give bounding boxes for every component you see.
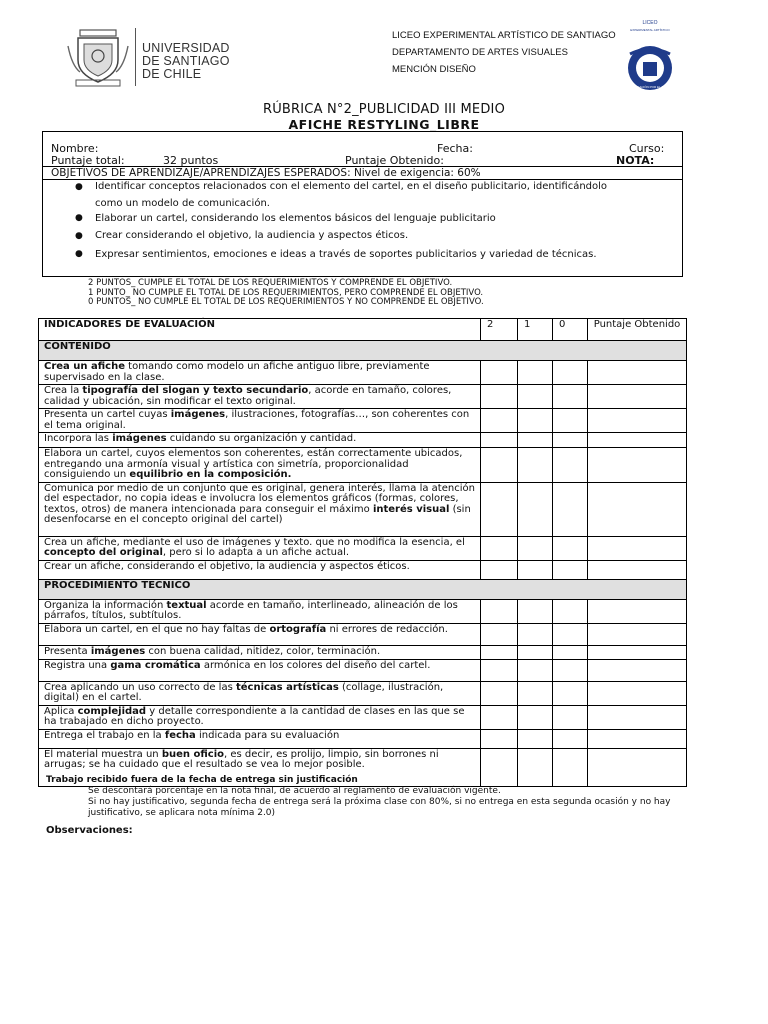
header-divider <box>135 28 136 86</box>
indicator-cell <box>39 645 481 659</box>
indicator-text: Incorpora las <box>44 433 113 444</box>
points-obtained-cell[interactable] <box>588 729 687 748</box>
score-2-cell[interactable] <box>481 681 518 705</box>
indicator-keyword: textual <box>166 599 207 611</box>
col-header-points: Puntaje Obtenido <box>588 319 687 341</box>
indicator-text: Elabora un cartel, cuyos elementos son coherentes, están correctamente ubicados, entregando una armonía visual y artística con simetría, proporcionalidad consiguiendo un <box>44 448 463 480</box>
score-2-cell[interactable] <box>481 748 518 786</box>
score-0-cell[interactable] <box>553 659 588 681</box>
points-obtained-cell[interactable] <box>588 536 687 560</box>
points-obtained-cell[interactable] <box>588 599 687 623</box>
rubric-subtitle: AFICHE RESTYLING_LIBRE <box>288 117 480 132</box>
score-0-cell[interactable] <box>553 409 588 433</box>
points-obtained-cell[interactable] <box>588 681 687 705</box>
indicator-keyword: fecha <box>164 729 196 741</box>
scale-item: 2 PUNTOS_ CUMPLE EL TOTAL DE LOS REQUERIMIENTOS Y COMPRENDE EL OBJETIVO. <box>88 278 453 288</box>
col-header-0: 0 <box>553 319 588 341</box>
score-2-cell[interactable] <box>481 659 518 681</box>
fecha-label: Fecha: <box>437 142 473 155</box>
indicator-keyword: gama cromática <box>110 659 201 671</box>
score-2-cell[interactable] <box>481 536 518 560</box>
points-obtained-cell[interactable] <box>588 482 687 536</box>
score-1-cell[interactable] <box>518 681 553 705</box>
score-2-cell[interactable] <box>481 623 518 645</box>
score-1-cell[interactable] <box>518 361 553 385</box>
section-row-procedimiento <box>39 579 687 599</box>
score-0-cell[interactable] <box>553 448 588 483</box>
scale-legend <box>88 279 484 308</box>
score-2-cell[interactable] <box>481 385 518 409</box>
bullet-icon: ● <box>75 213 83 223</box>
indicator-keyword: equilibrio en la composición. <box>129 469 292 480</box>
points-obtained-cell[interactable] <box>588 385 687 409</box>
score-1-cell[interactable] <box>518 599 553 623</box>
objective-item: Elaborar un cartel, considerando los elementos básicos del lenguaje publicitario <box>95 213 496 224</box>
nombre-label: Nombre: <box>51 142 99 155</box>
indicator-text: tomando como modelo un afiche antiguo libre, previamente supervisado en la clase. <box>44 361 430 383</box>
score-1-cell[interactable] <box>518 729 553 748</box>
score-0-cell[interactable] <box>553 482 588 536</box>
indicator-text: , es decir, es prolijo, limpio, sin borrones ni arrugas; se ha cuidado que el resultado se vea lo mejor posible. <box>44 748 439 770</box>
indicator-text: indicada para su evaluación <box>195 729 340 741</box>
university-line: DE SANTIAGO <box>142 54 230 68</box>
indicator-cell <box>39 623 481 645</box>
indicator-cell <box>39 448 481 483</box>
score-0-cell[interactable] <box>553 705 588 729</box>
university-line: UNIVERSIDAD <box>142 41 230 55</box>
indicator-cell <box>39 482 481 536</box>
indicator-keyword: ortografía <box>269 623 327 635</box>
indicator-text: El material muestra un <box>44 748 162 760</box>
indicator-text: Elabora un cartel, en el que no hay faltas de <box>44 623 270 635</box>
indicator-cell <box>39 560 481 579</box>
section-title: PROCEDIMIENTO TECNICO <box>39 579 687 599</box>
score-0-cell[interactable] <box>553 385 588 409</box>
points-obtained-cell[interactable] <box>588 659 687 681</box>
score-0-cell[interactable] <box>553 681 588 705</box>
score-1-cell[interactable] <box>518 385 553 409</box>
indicator-keyword: buen oficio <box>161 748 224 760</box>
indicator-cell <box>39 729 481 748</box>
indicator-text: Comunica por medio de un conjunto que es original, genera interés, llama la atención del espectador, no copia ideas e involucra los elementos gráficos (formas, colores, textos, otros) de manera intencionada para conseguir el máximo <box>44 482 475 515</box>
liceo-logo <box>610 18 684 92</box>
score-1-cell[interactable] <box>518 433 553 448</box>
university-line: DE CHILE <box>142 67 202 81</box>
nota-label: NOTA: <box>616 154 655 167</box>
section-title: CONTENIDO <box>39 341 687 361</box>
late-submission-line: Se descontará porcentaje en la nota final, de acuerdo al reglamento de evaluación vigente. <box>88 786 501 796</box>
points-obtained-cell[interactable] <box>588 705 687 729</box>
indicator-keyword: Crea un afiche <box>44 361 125 372</box>
indicator-text: Crea un afiche, mediante el uso de imágenes y texto. que no modifica la esencia, el <box>44 536 465 548</box>
curso-label: Curso: <box>629 142 665 155</box>
score-2-cell[interactable] <box>481 645 518 659</box>
indicator-keyword: imágenes <box>112 433 167 444</box>
score-2-cell[interactable] <box>481 729 518 748</box>
indicator-text: , acorde en tamaño, colores, calidad y ubicación, sin modificar el texto original. <box>44 385 452 407</box>
indicator-text: Crear un afiche, considerando el objetivo, la audiencia y aspectos éticos. <box>44 560 410 572</box>
indicator-text: (collage, ilustración, digital) en el cartel. <box>44 681 444 703</box>
scale-item: 1 PUNTO_ NO CUMPLE EL TOTAL DE LOS REQUERIMIENTOS, PERO COMPRENDE EL OBJETIVO. <box>88 287 484 298</box>
score-1-cell[interactable] <box>518 409 553 433</box>
points-obtained-cell[interactable] <box>588 409 687 433</box>
score-2-cell[interactable] <box>481 361 518 385</box>
table-row <box>39 448 687 483</box>
indicator-cell <box>39 361 481 385</box>
score-1-cell[interactable] <box>518 645 553 659</box>
table-row <box>39 482 687 536</box>
score-2-cell[interactable] <box>481 482 518 536</box>
indicator-keyword: imágenes <box>90 645 146 657</box>
indicator-text: armónica en los colores del diseño del cartel. <box>200 659 431 671</box>
col-header-1: 1 <box>518 319 553 341</box>
indicator-keyword: tipografía del slogan y texto secundario <box>82 385 309 396</box>
table-row <box>39 560 687 579</box>
bullet-icon: ● <box>75 249 83 259</box>
table-row <box>39 705 687 729</box>
table-row <box>39 536 687 560</box>
score-0-cell[interactable] <box>553 748 588 786</box>
observations-label: Observaciones: <box>46 825 133 836</box>
section-row-contenido <box>39 341 687 361</box>
table-row <box>39 409 687 433</box>
table-row <box>39 645 687 659</box>
university-name <box>142 42 230 81</box>
score-0-cell[interactable] <box>553 729 588 748</box>
score-0-cell[interactable] <box>553 361 588 385</box>
score-2-cell[interactable] <box>481 409 518 433</box>
score-0-cell[interactable] <box>553 599 588 623</box>
indicator-cell <box>39 409 481 433</box>
score-1-cell[interactable] <box>518 482 553 536</box>
score-1-cell[interactable] <box>518 748 553 786</box>
indicator-cell <box>39 433 481 448</box>
indicator-text: , ilustraciones, fotografías…, son coherentes con el tema original. <box>44 409 470 431</box>
rubric-title: RÚBRICA N°2_PUBLICIDAD III MEDIO <box>262 102 506 117</box>
table-row <box>39 681 687 705</box>
table-row <box>39 433 687 448</box>
indicator-cell <box>39 659 481 681</box>
indicator-keyword: interés visual <box>372 503 450 515</box>
table-row <box>39 361 687 385</box>
score-2-cell[interactable] <box>481 599 518 623</box>
points-obtained-cell[interactable] <box>588 645 687 659</box>
indicator-text: Aplica <box>44 705 78 717</box>
col-header-indicators: INDICADORES DE EVALUACIÓN <box>39 319 481 341</box>
score-2-cell[interactable] <box>481 433 518 448</box>
table-row <box>39 729 687 748</box>
indicator-text: Presenta un cartel cuyas <box>44 409 171 420</box>
points-obtained-cell[interactable] <box>588 448 687 483</box>
objective-item: Expresar sentimientos, emociones e ideas a través de soportes publicitarios y variedad de técnicas. <box>95 249 597 260</box>
student-info-box <box>42 131 683 277</box>
score-1-cell[interactable] <box>518 705 553 729</box>
table-row <box>39 659 687 681</box>
indicator-cell <box>39 536 481 560</box>
score-0-cell[interactable] <box>553 536 588 560</box>
score-2-cell[interactable] <box>481 705 518 729</box>
rubric-table <box>38 318 687 787</box>
university-crest-logo <box>66 26 130 88</box>
mention-name: MENCIÓN DISEÑO <box>392 64 476 75</box>
score-2-cell[interactable] <box>481 448 518 483</box>
points-obtained-cell[interactable] <box>588 748 687 786</box>
indicator-keyword: técnicas artísticas <box>235 681 339 693</box>
table-header-row <box>39 319 687 341</box>
scale-item: 0 PUNTOS_ NO CUMPLE EL TOTAL DE LOS REQUERIMIENTOS Y NO COMPRENDE EL OBJETIVO. <box>88 297 484 307</box>
indicator-text: Organiza la información <box>44 599 167 611</box>
indicator-text: acorde en tamaño, interlineado, alineación de los párrafos, títulos, subtítulos. <box>44 599 458 621</box>
school-name: LICEO EXPERIMENTAL ARTÍSTICO DE SANTIAGO <box>392 30 616 41</box>
score-0-cell[interactable] <box>553 623 588 645</box>
score-1-cell[interactable] <box>518 623 553 645</box>
objective-item: Crear considerando el objetivo, la audiencia y aspectos éticos. <box>95 230 409 241</box>
indicator-text: con buena calidad, nitidez, color, terminación. <box>145 645 381 657</box>
indicator-keyword: imágenes <box>170 409 226 420</box>
liceo-logo-sub: EXPERIMENTAL ARTÍSTICO <box>630 28 670 32</box>
indicator-text: Presenta <box>44 645 91 657</box>
points-obtained-cell[interactable] <box>588 361 687 385</box>
score-1-cell[interactable] <box>518 659 553 681</box>
bullet-icon: ● <box>75 182 83 192</box>
indicator-text: , pero si lo adapta a un afiche actual. <box>162 547 350 558</box>
puntaje-total-value: 32 puntos <box>163 154 219 167</box>
score-0-cell[interactable] <box>553 560 588 579</box>
late-submission-title: Trabajo recibido fuera de la fecha de entrega sin justificación <box>46 775 358 785</box>
indicator-text: ni errores de redacción. <box>326 623 448 635</box>
department-name: DEPARTAMENTO DE ARTES VISUALES <box>392 47 568 58</box>
col-header-2: 2 <box>481 319 518 341</box>
indicator-text: cuidando su organización y cantidad. <box>166 433 357 444</box>
score-2-cell[interactable] <box>481 560 518 579</box>
score-0-cell[interactable] <box>553 645 588 659</box>
bullet-icon: ● <box>75 231 83 241</box>
indicator-text: (sin desenfocarse en el concepto original del cartel) <box>44 503 471 525</box>
indicator-cell <box>39 681 481 705</box>
points-obtained-cell[interactable] <box>588 433 687 448</box>
points-obtained-cell[interactable] <box>588 623 687 645</box>
indicator-text: Entrega el trabajo en la <box>44 729 165 741</box>
indicator-text: y detalle correspondiente a la cantidad de clases en las que se ha trabajado en dicho proyecto. <box>44 705 465 727</box>
late-submission-line: Si no hay justificativo, segunda fecha de entrega será la próxima clase con 80%, si no entrega en esta segunda ocasión y no hay justificativo, se aplicara nota mínima 2.0) <box>88 797 671 818</box>
indicator-text: Registra una <box>44 659 111 671</box>
score-1-cell[interactable] <box>518 560 553 579</box>
table-row <box>39 623 687 645</box>
indicator-cell <box>39 705 481 729</box>
objective-item: Identificar conceptos relacionados con el elemento del cartel, en el diseño publicitario, identificándolo <box>95 181 608 192</box>
indicator-keyword: concepto del original <box>44 547 163 558</box>
table-row <box>39 599 687 623</box>
score-1-cell[interactable] <box>518 536 553 560</box>
liceo-logo-ring: EDUCACIÓN POR EL ARTE <box>630 85 670 89</box>
indicator-cell <box>39 599 481 623</box>
table-row <box>39 385 687 409</box>
score-1-cell[interactable] <box>518 448 553 483</box>
liceo-logo-top: LICEO <box>642 20 658 26</box>
puntaje-total-label: Puntaje total: <box>51 154 125 167</box>
school-info <box>392 27 616 78</box>
points-obtained-cell[interactable] <box>588 560 687 579</box>
indicator-cell <box>39 385 481 409</box>
puntaje-obtenido-label: Puntaje Obtenido: <box>345 154 444 167</box>
objective-item: como un modelo de comunicación. <box>95 198 270 209</box>
score-0-cell[interactable] <box>553 433 588 448</box>
indicator-keyword: complejidad <box>77 705 147 717</box>
indicator-text: Crea aplicando un uso correcto de las <box>44 681 236 693</box>
indicator-text: Crea la <box>44 385 83 396</box>
objectives-heading: OBJETIVOS DE APRENDIZAJE/APRENDIZAJES ESPERADOS: Nivel de exigencia: 60% <box>51 167 481 179</box>
